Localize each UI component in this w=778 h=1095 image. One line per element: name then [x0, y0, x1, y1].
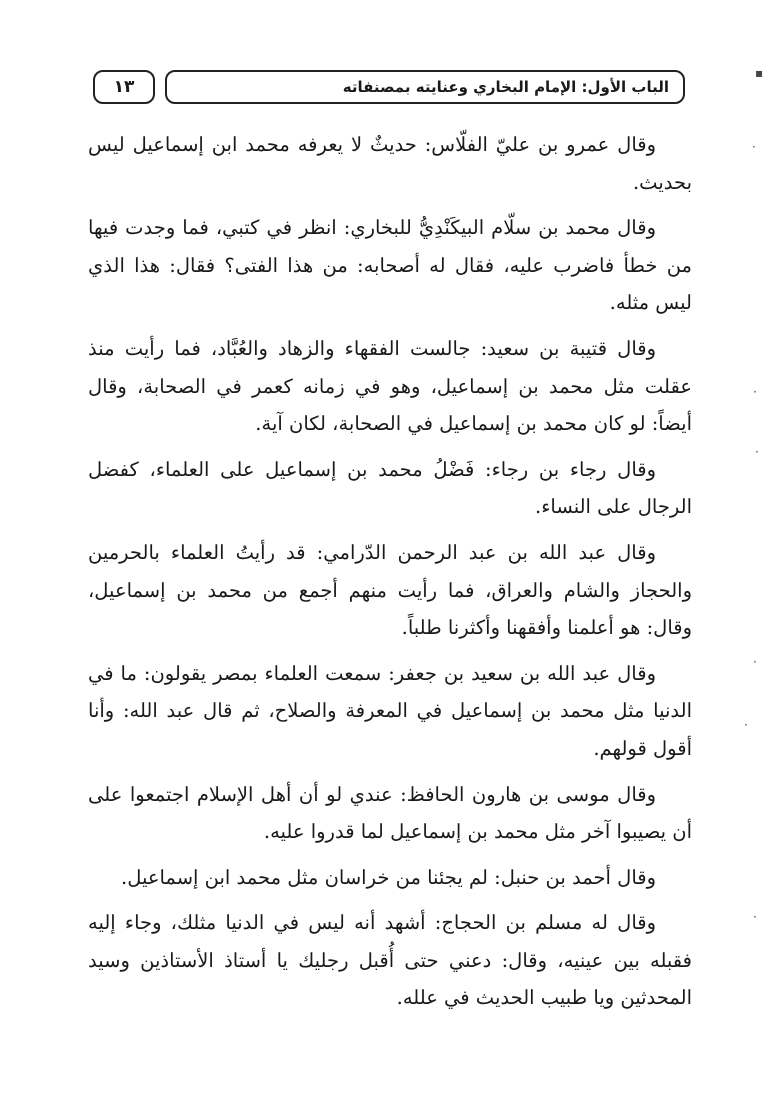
scan-margin-mark: · — [752, 140, 756, 154]
page-body — [88, 126, 692, 1025]
paragraph: وقال محمد بن سلّام البيكَنْدِيُّ للبخاري: انظر في كتبي، فما وجدت فيها من خطأ فاضرب عليه، فقال له أصحابه: من هذا الفتى؟ فقال: هذا الذي ليس مثله. — [88, 216, 692, 315]
scan-margin-mark: · — [755, 445, 759, 459]
running-header — [93, 70, 685, 106]
chapter-title: الباب الأول: الإمام البخاري وعنايته بمصنفاته — [342, 78, 669, 96]
paragraph: وقال له مسلم بن الحجاج: أشهد أنه ليس في الدنيا مثلك، وجاء إليه فقبله بين عينيه، وقال: دعني حتى أُقبل رجليك يا أستاذ الأستاذين وسيد المحدثين ويا طبيب الحديث في علله. — [88, 911, 692, 1010]
paragraph: وقال قتيبة بن سعيد: جالست الفقهاء والزهاد والعُبَّاد، فما رأيت منذ عقلت مثل محمد بن إسماعيل، وهو في زمانه كعمر في الصحابة، وقال أيضاً: لو كان محمد بن إسماعيل في الصحابة، لكان آية. — [88, 336, 692, 436]
scan-margin-mark: · — [753, 385, 757, 399]
chapter-title-box — [165, 70, 685, 104]
scan-margin-mark: · — [753, 655, 757, 669]
paragraph: وقال رجاء بن رجاء: فَضْلُ محمد بن إسماعيل على العلماء، كفضل الرجال على النساء. — [88, 457, 692, 519]
paragraph: وقال عبد الله بن عبد الرحمن الدّرامي: قد رأيتُ العلماء بالحرمين والحجاز والشام والعراق، فما رأيت منهم أجمع من محمد بن إسماعيل، وقال: هو أعلمنا وأفقهنا وأكثرنا طلباً. — [88, 540, 692, 640]
scan-margin-mark: · — [753, 910, 757, 924]
paragraph: وقال عبد الله بن سعيد بن جعفر: سمعت العلماء بمصر يقولون: ما في الدنيا مثل محمد بن إسماعيل في المعرفة والصلاح، ثم قال عبد الله: وأنا أقول قولهم. — [88, 661, 692, 760]
page-number: ١٣ — [113, 77, 135, 97]
paragraph: وقال موسى بن هارون الحافظ: عندي لو أن أهل الإسلام اجتمعوا على أن يصيبوا آخر مثل محمد بن إسماعيل لما قدروا عليه. — [88, 782, 692, 844]
scan-margin-mark: · — [744, 718, 748, 732]
paragraph: وقال أحمد بن حنبل: لم يجئنا من خراسان مثل محمد ابن إسماعيل. — [121, 865, 656, 889]
page-number-box — [93, 70, 155, 104]
scan-margin-mark: ▪ — [755, 66, 764, 80]
paragraph: وقال عمرو بن عليّ الفلّاس: حديثٌ لا يعرفه محمد ابن إسماعيل ليس بحديث. — [88, 133, 692, 194]
